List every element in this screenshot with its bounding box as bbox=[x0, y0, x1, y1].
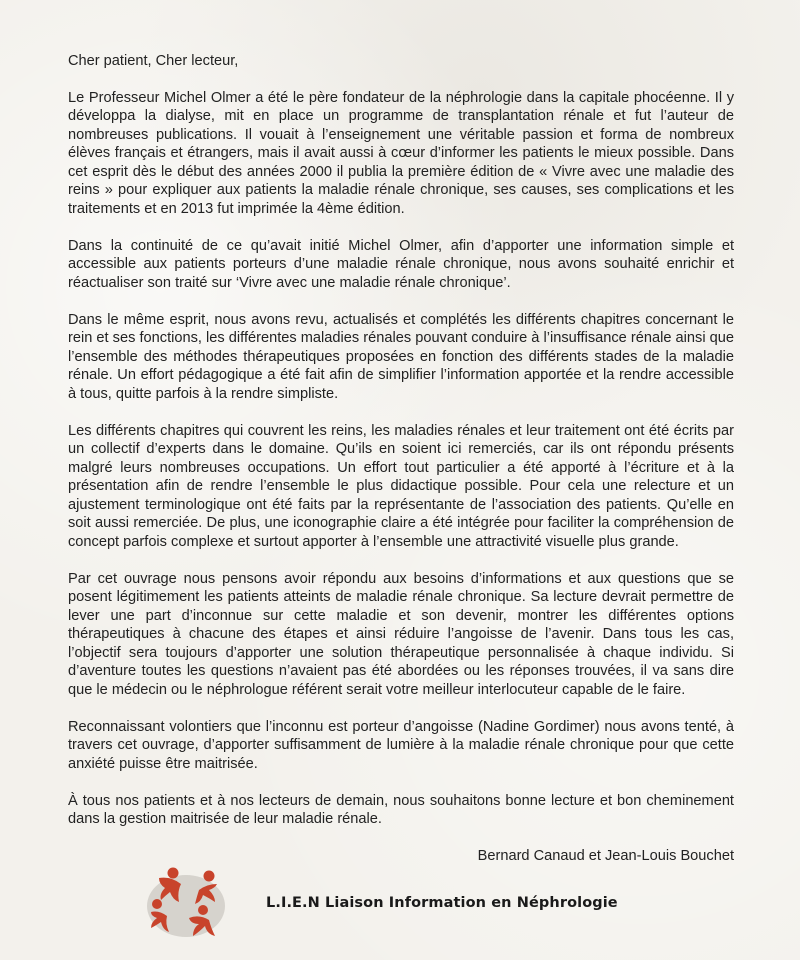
paragraph-4: Les différents chapitres qui couvrent les reins, les maladies rénales et leur traitement ont été écrits par un collectif d’experts dans le domaine. Qu’ils en soient ici remerciés, car ils ont répondu présents malgré leurs nombreuses occupations. Un effort tout particulier a été apporté à l’écriture et à la présentation afin de rendre l’ensemble le plus didactique possible. Pour cela une relecture et un ajustement terminologique ont été faits par la représentante de l’association des patients. Qu’elle en soit aussi remerciée. De plus, une iconographie claire a été intégrée pour faciliter la compréhension de concept parfois complexe et surtout apporter à l’ensemble une attractivité visuelle plus grande. bbox=[68, 422, 734, 550]
people-circle-logo-icon bbox=[145, 862, 227, 944]
paragraph-7: À tous nos patients et à nos lecteurs de demain, nous souhaitons bonne lecture et bon cheminement dans la gestion maitrisée de leur maladie rénale. bbox=[68, 792, 734, 827]
greeting: Cher patient, Cher lecteur, bbox=[68, 53, 239, 69]
signature: Bernard Canaud et Jean-Louis Bouchet bbox=[477, 848, 734, 864]
footer bbox=[145, 862, 745, 947]
letter-body bbox=[68, 52, 734, 866]
paragraph-6: Reconnaissant volontiers que l’inconnu est porteur d’angoisse (Nadine Gordimer) nous avons tenté, à travers cet ouvrage, d’apporter suffisamment de lumière à la maladie rénale chronique pour que cette anxiété puisse être maitrisée. bbox=[68, 718, 734, 772]
organization-name: L.I.E.N Liaison Information en Néphrologie bbox=[266, 895, 618, 911]
paragraph-2: Dans la continuité de ce qu’avait initié Michel Olmer, afin d’apporter une information simple et accessible aux patients porteurs d’une maladie rénale chronique, nous avons souhaité enrichir et réactualiser son traité sur ‘Vivre avec une maladie rénale chronique’. bbox=[68, 237, 734, 291]
paragraph-5: Par cet ouvrage nous pensons avoir répondu aux besoins d’informations et aux questions que se posent légitimement les patients atteints de maladie rénale chronique. Sa lecture devrait permettre de lever une part d’inconnue sur cette maladie et son devenir, montrer les différentes options thérapeutiques à chacune des étapes et ainsi réduire l’angoisse de l’avenir. Dans tous les cas, l’objectif sera toujours d’apporter une solution thérapeutique personnalisée à chaque individu. Si d’aventure toutes les questions n’avaient pas été abordées ou les réponses trouvées, il va sans dire que le médecin ou le néphrologue référent serait votre meilleur interlocuteur capable de le faire. bbox=[68, 570, 734, 698]
paragraph-3: Dans le même esprit, nous avons revu, actualisés et complétés les différents chapitres concernant le rein et ses fonctions, les différentes maladies rénales pouvant conduire à l’insuffisance rénale ainsi que l’ensemble des méthodes thérapeutiques proposées en fonction des différents stades de la maladie rénale. Un effort pédagogique a été fait afin de simplifier l’information apportée et la rendre accessible à tous, quitte parfois à la rendre simpliste. bbox=[68, 311, 734, 402]
paragraph-1: Le Professeur Michel Olmer a été le père fondateur de la néphrologie dans la capitale phocéenne. Il y développa la dialyse, mit en place un programme de transplantation rénale et fut l’auteur de nombreuses publications. Il vouait à l’enseignement une véritable passion et forma de nombreux élèves français et étrangers, mais il avait aussi à cœur d’informer les patients le mieux possible. Dans cet esprit dès le début des années 2000 il publia la première édition de « Vivre avec une maladie des reins » pour expliquer aux patients la maladie rénale chronique, ses causes, ses complications et les traitements et en 2013 fut imprimée la 4ème édition. bbox=[68, 89, 734, 217]
